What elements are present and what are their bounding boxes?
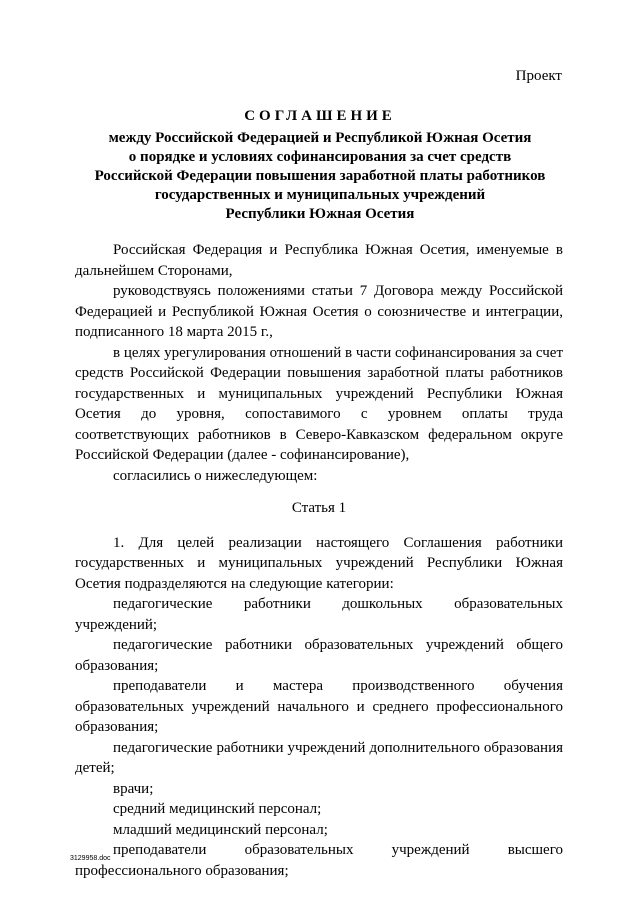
subtitle-line: государственных и муниципальных учреждений: [154, 187, 486, 203]
category-item: педагогические работники учреждений дополнительного образования детей;: [75, 739, 563, 776]
preamble-paragraph: согласились о нижеследующем:: [113, 467, 318, 484]
article-heading: Статья 1: [291, 500, 347, 516]
subtitle-line: Республики Южная Осетия: [225, 206, 415, 222]
category-item: преподаватели образовательных учреждений высшего профессионального образования;: [75, 842, 563, 879]
document-subtitle: [0, 129, 640, 224]
file-name-footer: 3129958.doc: [70, 855, 111, 862]
preamble-paragraph: руководствуясь положениями статьи 7 Договора между Российской Федерацией и Республикой Южная Осетия о союзничестве и интеграции, подписанного 18 марта 2015 г.,: [75, 283, 563, 340]
category-item: педагогические работники образовательных учреждений общего образования;: [75, 637, 563, 674]
category-item: врачи;: [113, 780, 154, 797]
article-paragraph: 1. Для целей реализации настоящего Соглашения работники государственных и муниципальных учреждений Республики Южная Осетия подразделяются на следующие категории:: [75, 534, 563, 592]
subtitle-line: о порядке и условиях софинансирования за счет средств: [128, 149, 512, 165]
preamble-paragraph: Российская Федерация и Республика Южная Осетия, именуемые в дальнейшем Сторонами,: [75, 242, 563, 279]
subtitle-line: между Российской Федерацией и Республикой Южная Осетия: [108, 130, 532, 146]
subtitle-line: Российской Федерации повышения заработной платы работников: [94, 168, 546, 184]
category-item: средний медицинский персонал;: [113, 801, 322, 817]
draft-label: Проект: [515, 68, 562, 84]
category-item: младший медицинский персонал;: [113, 821, 328, 838]
preamble-paragraph: в целях урегулирования отношений в части софинансирования за счет средств Российской Федерации повышения заработной платы работников государственных и муниципальных учреждений Республики Южная Осетия до уровня, сопоставимого с уровнем оплаты труда соответствующих работников в Северо-Кавказском федеральном округе Российской Федерации (далее - софинансирование),: [75, 344, 564, 463]
document-body: [75, 240, 563, 881]
category-item: преподаватели и мастера производственного обучения образовательных учреждений начального и среднего профессионального образования;: [75, 678, 563, 735]
category-item: педагогические работники дошкольных образовательных учреждений;: [75, 596, 563, 633]
document-title: СОГЛАШЕНИЕ: [244, 108, 396, 124]
